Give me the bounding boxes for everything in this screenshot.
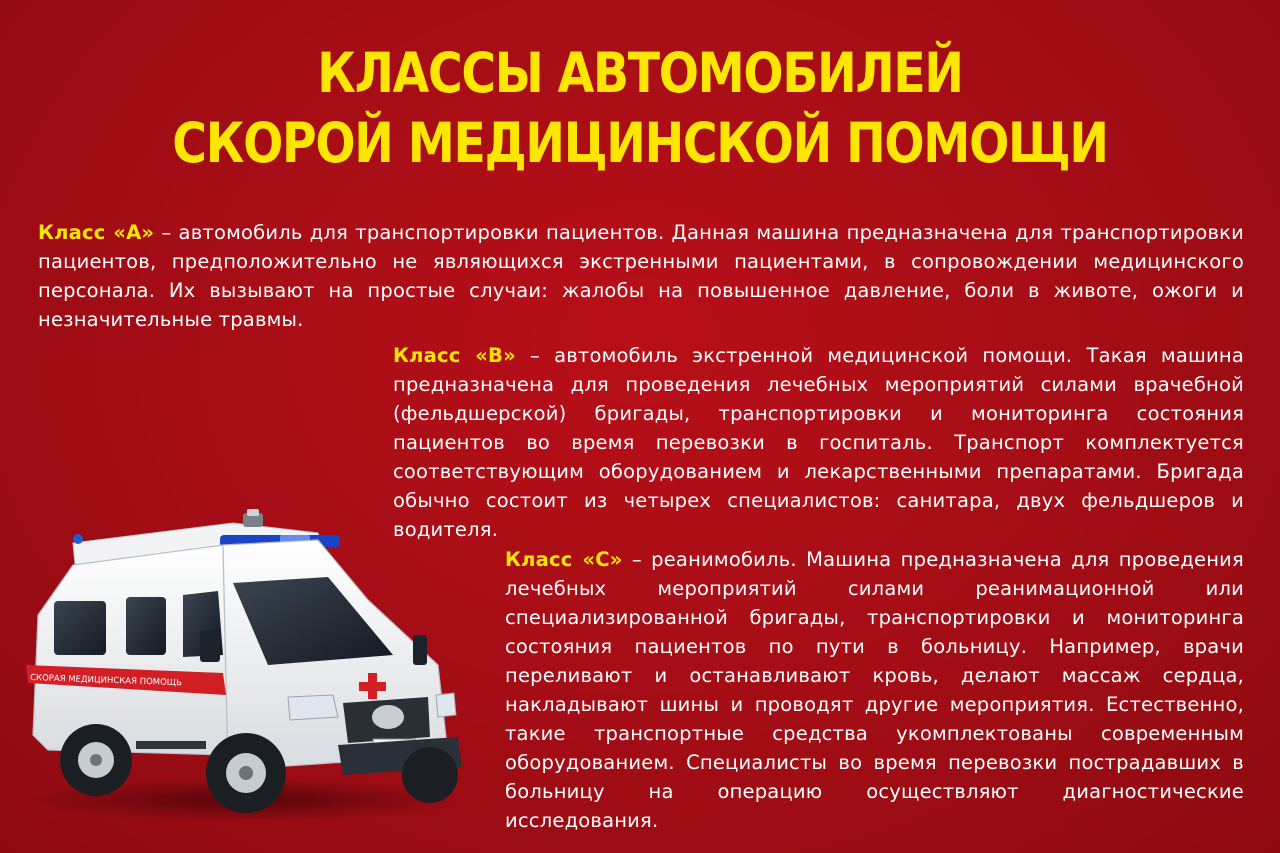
ambulance-side-label: СКОРАЯ МЕДИЦИНСКАЯ ПОМОЩЬ — [29, 673, 183, 689]
class-a-text: – автомобиль для транспортировки пациентов. Данная машина предназначена для транспортировки пациентов, предположительно не являющихся экстренными пациентами, в сопровождении медицинского персонала. Их вызывают на простые случаи: жалобы на повышенное давление, боли в животе, ожоги и незначительные травмы. — [38, 221, 1244, 331]
class-c-label: Класс «С» — [505, 548, 623, 571]
class-a-paragraph — [38, 218, 1244, 334]
page-title — [90, 38, 1191, 178]
class-b-text: – автомобиль экстренной медицинской помощи. Такая машина предназначена для проведения лечебных мероприятий силами врачебной (фельдшерской) бригады, транспортировки и мониторинга состояния пациентов во время перевозки в госпиталь. Транспорт комплектуется соответствующим оборудованием и лекарственными препаратами. Бригада обычно состоит из четырех специалистов: санитара, двух фельдшеров и водителя. — [393, 344, 1244, 541]
class-b-label: Класс «В» — [393, 344, 516, 367]
title-line-1: КЛАССЫ АВТОМОБИЛЕЙ — [317, 41, 963, 105]
title-line-2: СКОРОЙ МЕДИЦИНСКОЙ ПОМОЩИ — [172, 111, 1108, 175]
class-c-paragraph — [505, 545, 1244, 835]
class-a-label: Класс «А» — [38, 221, 155, 244]
class-b-paragraph — [393, 341, 1244, 544]
class-c-text: – реанимобиль. Машина предназначена для проведения лечебных мероприятий силами реанимационной или специализированной бригады, транспортировки и мониторинга состояния пациентов по пути в больницу. Например, врачи переливают и останавливают кровь, делают массаж сердца, накладывают шины и проводят другие мероприятия. Естественно, такие транспортные средства укомплектованы современным оборудованием. Специалисты во время перевозки пострадавших в больницу на операцию осуществляют диагностические исследования. — [505, 548, 1244, 832]
ambulance-image — [18, 505, 468, 825]
